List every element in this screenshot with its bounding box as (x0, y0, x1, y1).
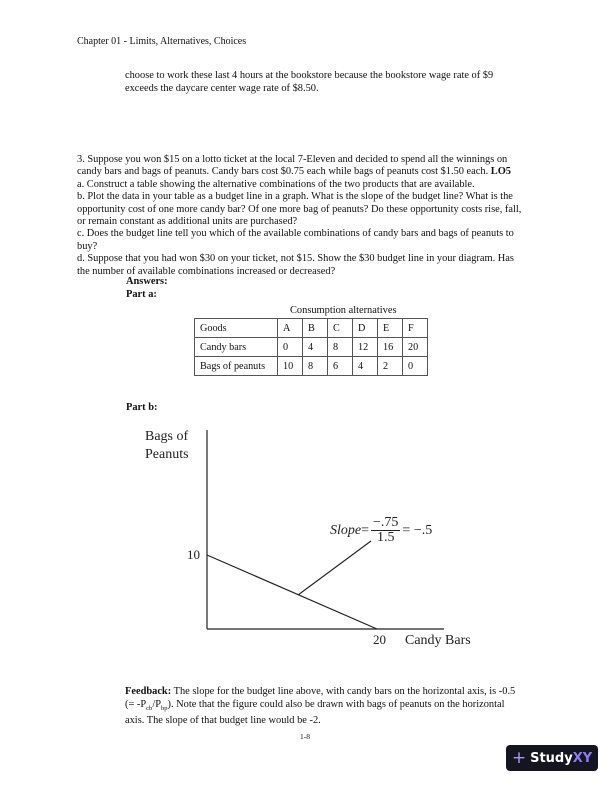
question-intro-text: 3. Suppose you won $15 on a lotto ticket at the local 7-Eleven and decided to spend all the winnings on candy bars and bags of peanuts. Candy bars cost $0.75 each while bags of peanuts cost $1.50 each. (77, 154, 508, 178)
slope-annotation (330, 516, 432, 545)
badge-xy-text: XY (572, 750, 593, 766)
page-number: 1-8 (300, 732, 310, 741)
table-cell: 4 (353, 357, 378, 376)
feedback-text-2: /P (152, 698, 161, 710)
feedback-sub-cb: cb (146, 704, 153, 712)
table-cell: Bags of peanuts (195, 357, 278, 376)
x-intercept-label: 20 (373, 632, 386, 647)
table-cell: 10 (278, 357, 303, 376)
slope-leader-line (298, 541, 371, 595)
feedback-sub-bp: bp (160, 704, 168, 712)
table-cell: C (328, 319, 353, 338)
studyxy-badge[interactable] (506, 745, 598, 771)
budget-line (207, 555, 377, 629)
table-cell: E (378, 319, 403, 338)
y-axis-label-line-2: Peanuts (145, 447, 189, 462)
y-intercept-label: 10 (187, 547, 200, 562)
slope-word: Slope (330, 522, 362, 538)
table-caption: Consumption alternatives (290, 305, 397, 316)
slope-denominator: 1.5 (376, 530, 395, 545)
question-part-c: c. Does the budget line tell you which of the available combinations of candy bars and bags of peanuts to buy? (77, 228, 514, 252)
table-cell: D (353, 319, 378, 338)
feedback-text-1: The slope for the budget line above, with candy bars on the horizontal axis, is -0.5 (= -P (125, 686, 516, 710)
feedback-paragraph (125, 686, 525, 728)
table-cell: 8 (328, 338, 353, 357)
y-axis-label (145, 428, 189, 464)
table-cell: 6 (328, 357, 353, 376)
plus-icon: + (511, 748, 527, 768)
x-axis-label: Candy Bars (405, 633, 471, 648)
continuation-line-1: choose to work these last 4 hours at the bookstore because the bookstore wage rate of $9 (125, 70, 494, 81)
slope-numerator: −.75 (373, 515, 399, 530)
part-b-label: Part b: (126, 402, 158, 413)
table-cell: 0 (278, 338, 303, 357)
answers-heading: Answers: (126, 276, 168, 287)
table-cell: 20 (403, 338, 428, 357)
question-part-d: d. Suppose that you had won $30 on your ticket, not $15. Show the $30 budget line in your diagram. Has the number of available combinations increased or decreased? (77, 253, 514, 277)
slope-equals: = (361, 522, 370, 538)
feedback-text-3: ). Note that the figure could also be drawn with bags of peanuts on the horizontal axis. The slope of that budget line would be -2. (125, 698, 505, 727)
feedback-label: Feedback: (125, 686, 172, 697)
question-part-b: b. Plot the data in your table as a budget line in a graph. What is the slope of the budget line? What is the opportunity cost of one more candy bar? Of one more bag of peanuts? Do these opportunity costs rise, fall, or remain constant as additional units are purchased? (77, 191, 522, 228)
table-cell: 12 (353, 338, 378, 357)
table-cell: A (278, 319, 303, 338)
table-cell: 16 (378, 338, 403, 357)
table-cell: Goods (195, 319, 278, 338)
chapter-header: Chapter 01 - Limits, Alternatives, Choices (77, 36, 247, 47)
table-cell: B (303, 319, 328, 338)
table-cell: 0 (403, 357, 428, 376)
table-cell: 2 (378, 357, 403, 376)
badge-study-text: Study (530, 750, 573, 766)
table-cell: Candy bars (195, 338, 278, 357)
learning-objective-tag: LO5 (490, 166, 511, 178)
table-cell: F (403, 319, 428, 338)
continuation-line-2: exceeds the daycare center wage rate of $8.50. (125, 82, 319, 94)
slope-fraction (371, 516, 400, 545)
part-a-label: Part a: (126, 288, 157, 300)
slope-result: = −.5 (402, 522, 433, 538)
table-cell: 4 (303, 338, 328, 357)
table-cell: 8 (303, 357, 328, 376)
y-axis-label-line-1: Bags of (145, 429, 189, 444)
question-part-a: a. Construct a table showing the alternative combinations of the two products that are available. (77, 178, 475, 190)
